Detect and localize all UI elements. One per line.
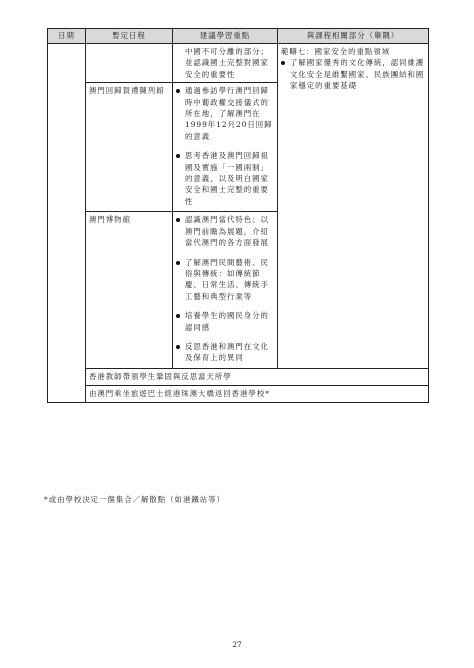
- list-item: 了解澳門民間藝術、民俗與傳統：如傳統節慶、日常生活、傳統手工藝和典型行業等: [176, 257, 274, 303]
- header-learning-points: 建議學習重點: [173, 29, 278, 44]
- points-list: [176, 214, 274, 363]
- list-item: 通過參訪學行澳門回歸時中葡政權交接儀式的所在地，了解澳門在1999年12月20日回歸的意義: [176, 85, 274, 142]
- curriculum-strand-title: 範疇七：國家安全的重點領域: [281, 47, 391, 56]
- reflection-row-text: 香港教師帶領學生鞏固與反思當天所學: [86, 368, 429, 385]
- list-item: 反思香港和澳門在文化及保育上的異同: [176, 341, 274, 364]
- schedule-cell: 澳門回歸賀禮陳列館: [86, 83, 173, 212]
- points-continued: 中國不可分離的部分；並認識國土完整對國家安全的重要性: [185, 47, 269, 79]
- table-row: [48, 368, 429, 385]
- points-cell: [173, 83, 278, 212]
- list-item: 思考香港及澳門回歸祖國及實施「一國兩制」的意義，以及明白國家安全和國土完整的重要性: [176, 150, 274, 207]
- header-curriculum: 與課程相關部分（舉隅）: [278, 29, 429, 44]
- itinerary-table: [47, 28, 429, 403]
- schedule-cell: [86, 44, 173, 83]
- schedule-cell: 澳門博物館: [86, 212, 173, 368]
- list-item: 培養學生的國民身分的認同感: [176, 310, 274, 333]
- footnote: *或由學校決定一個集合／解散點（如港鐵站等）: [44, 495, 225, 504]
- points-cell: [173, 44, 278, 83]
- curriculum-item: 了解國家優秀的文化傳統，認同維護文化安全是維繫國家、民族團結和國家穩定的重要基礎: [281, 57, 425, 91]
- page-number: 27: [232, 640, 242, 649]
- header-schedule: 暫定日程: [86, 29, 173, 44]
- header-date: 日期: [48, 29, 86, 44]
- table-row: [48, 385, 429, 402]
- table-header-row: [48, 29, 429, 44]
- return-row-text: 由澳門乘坐旅遊巴士經港珠澳大橋返回香港學校*: [86, 385, 429, 402]
- table-row: [48, 44, 429, 83]
- points-list: [176, 85, 274, 207]
- list-item: 認識澳門當代特色；以澳門前瞻為展題，介紹當代澳門的各方面發展: [176, 214, 274, 248]
- date-cell: [48, 44, 86, 403]
- points-cell: [173, 212, 278, 368]
- curriculum-cell: [278, 44, 429, 369]
